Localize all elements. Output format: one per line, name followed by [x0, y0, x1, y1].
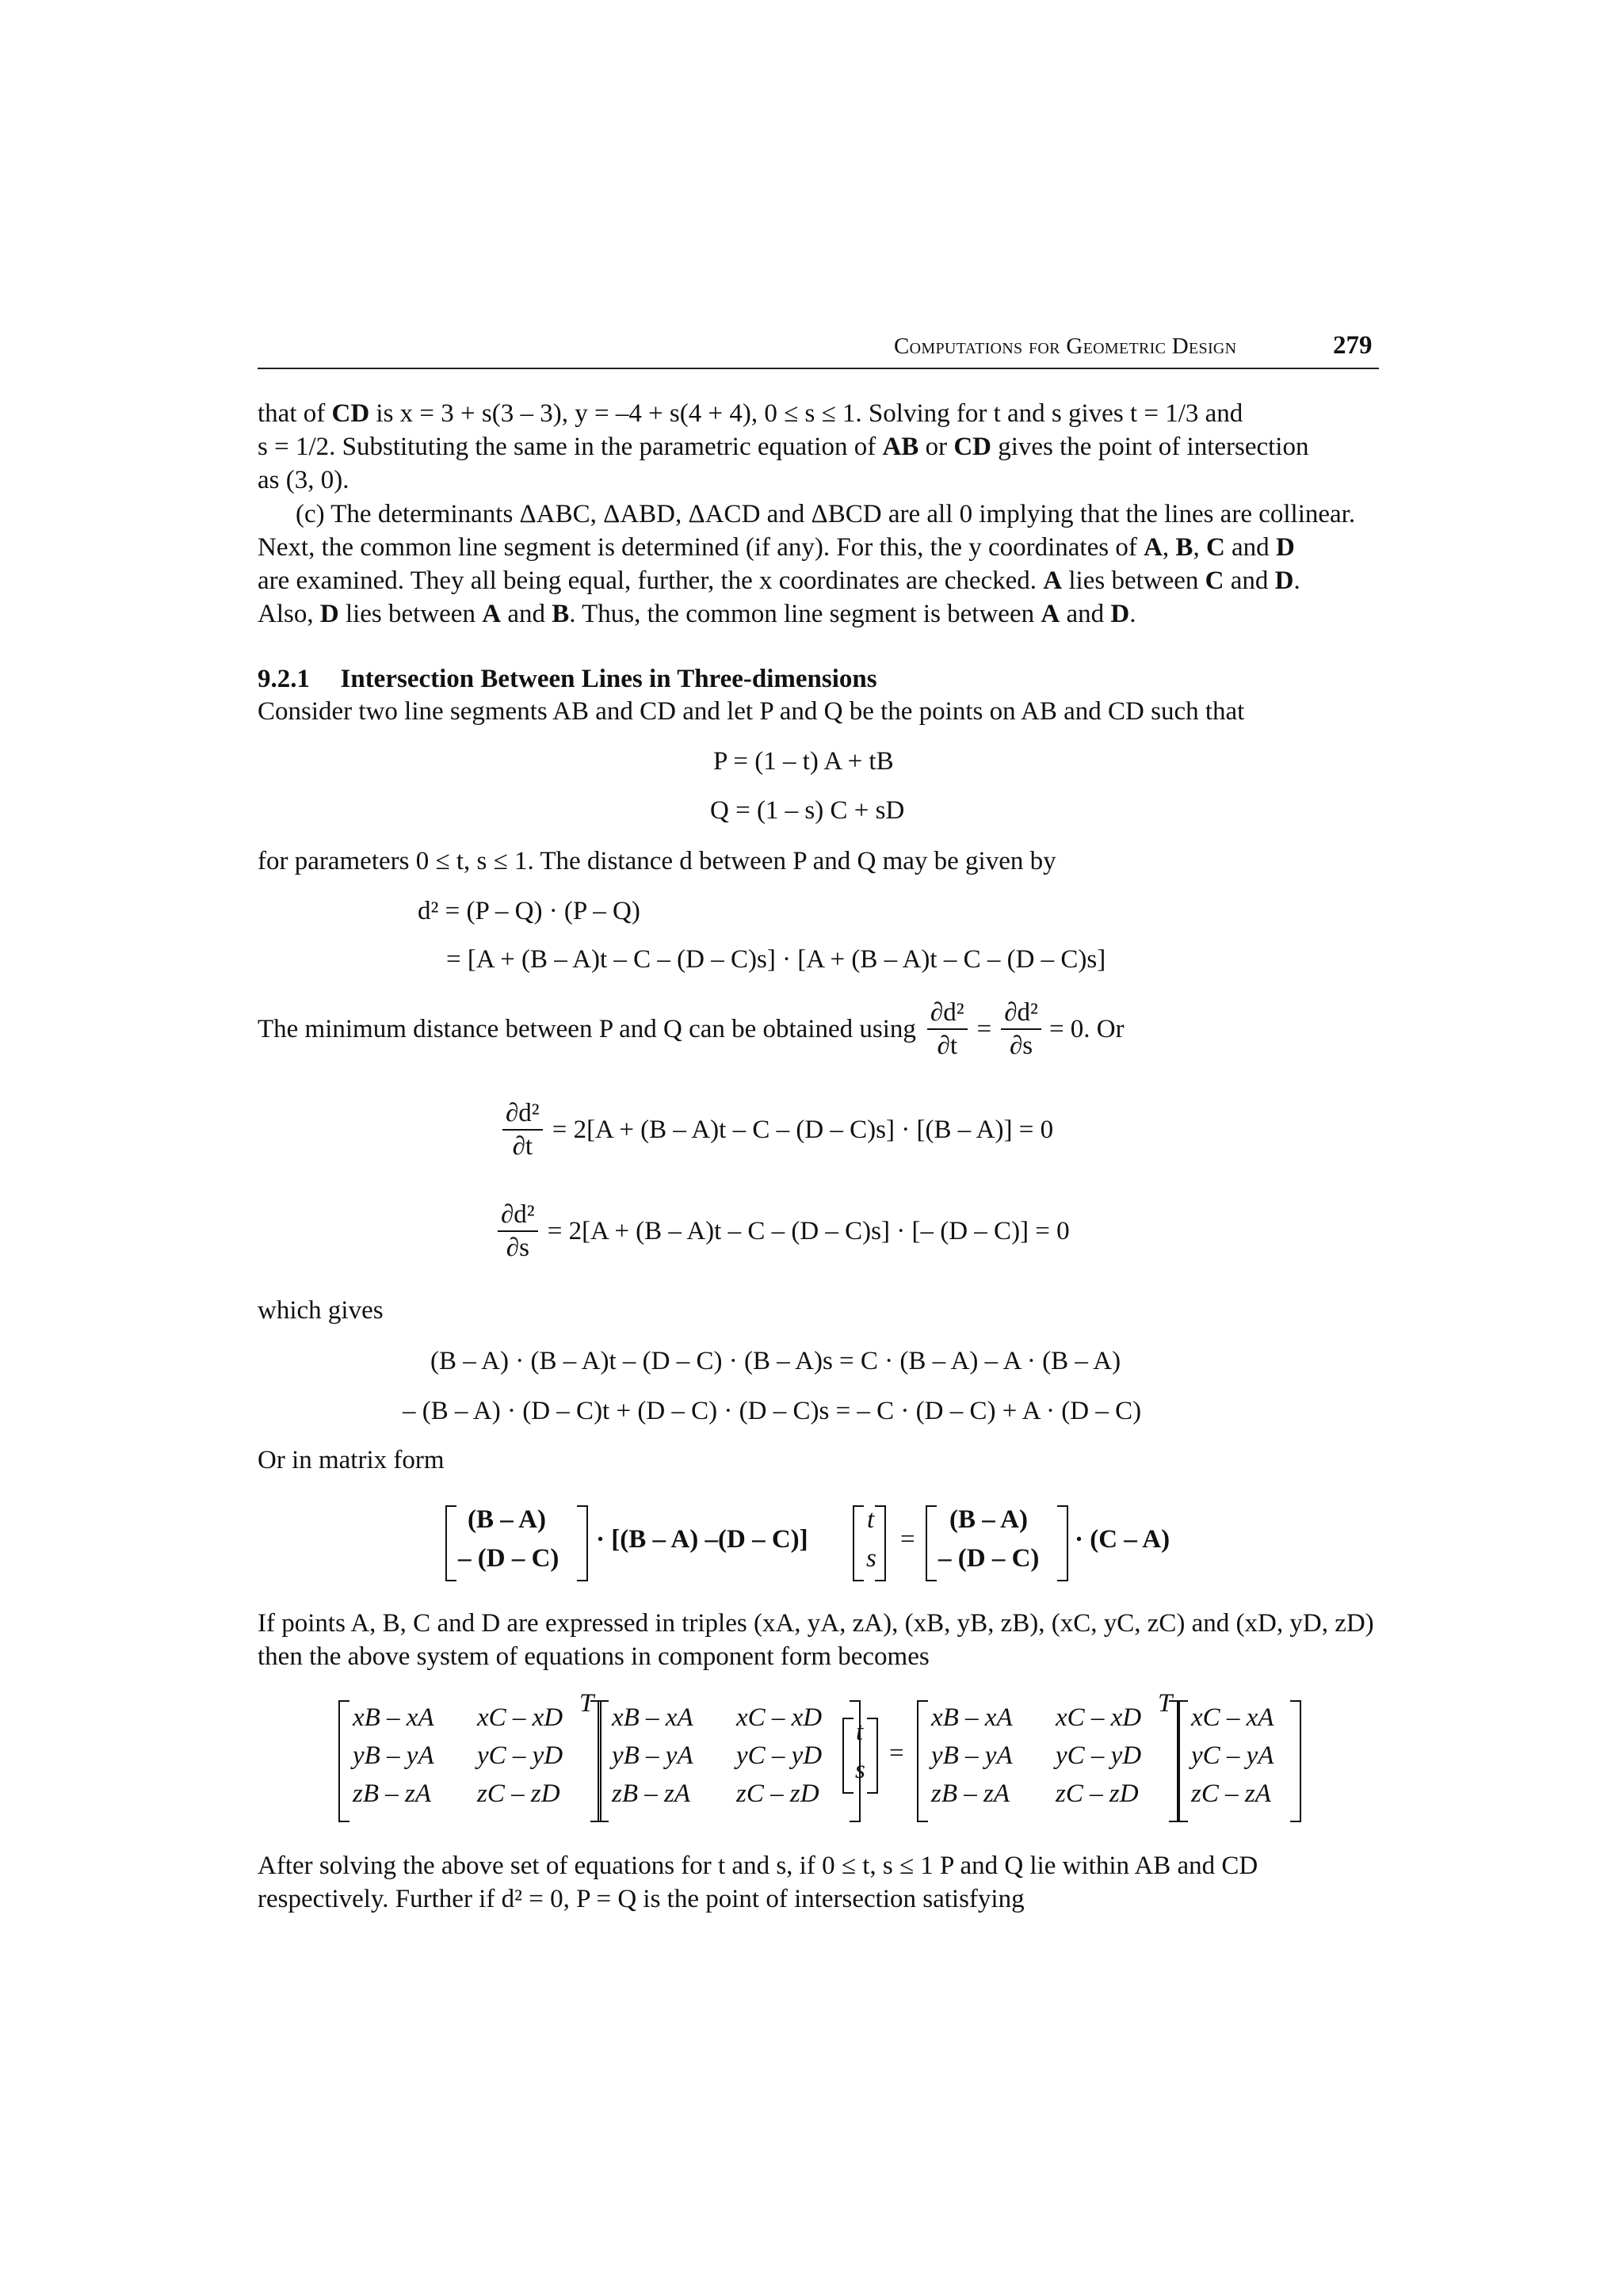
equation-partial-s: $\frac{\text{∂d²}}{\partial s}$ = 2[A + (B – A)t – C – (D – C)s] · [– (D – C)] = 0: [493, 1199, 1070, 1264]
matrix-a-cell: yB – yA: [612, 1741, 693, 1770]
page-number: 279: [1333, 331, 1373, 360]
fraction-dd-dt-2: $\frac{\text{∂d²}}{\partial t}$: [502, 1097, 543, 1162]
rhs-left-bracket: [926, 1505, 937, 1581]
equation-p: P = (1 – t) A + tB: [713, 747, 894, 776]
matrix-left-top: (B – A): [468, 1505, 546, 1534]
matrix-b-transpose-cell: yC – yD: [1056, 1741, 1142, 1770]
equation-system-line1: (B – A) · (B – A)t – (D – C) · (B – A)s = C · (B – A) – A · (B – A): [430, 1347, 1121, 1375]
matrix-a-cell: zB – zA: [612, 1779, 690, 1808]
rhs-vector-cell: yC – yA: [1191, 1741, 1274, 1770]
matrix-b-transpose-cell: xB – xA: [931, 1703, 1013, 1732]
matrix-b-transpose-cell: yB – yA: [931, 1741, 1013, 1770]
equation-partial-t: $\frac{\text{∂d²}}{\partial t}$ = 2[A + (B – A)t – C – (D – C)s] · [(B – A)] = 0: [498, 1097, 1053, 1162]
transpose-mark: T: [579, 1689, 594, 1718]
matrix-right-top: (B – A): [949, 1505, 1028, 1534]
rhs-vector-right-bracket: [1290, 1700, 1301, 1822]
matrix-a-transpose-cell: zB – zA: [353, 1779, 431, 1808]
matrix-a-cell: xB – xA: [612, 1703, 693, 1732]
para2-line3: are examined. They all being equal, further, the x coordinates are checked. A lies between C and D.: [258, 566, 1300, 595]
rhs-vector-cell: zC – zA: [1191, 1779, 1271, 1808]
para6-line1: which gives: [258, 1296, 384, 1325]
matrix-a-transpose-cell: xC – xD: [477, 1703, 563, 1732]
matrix-a-cell: zC – zD: [736, 1779, 819, 1808]
para3-line1: Consider two line segments AB and CD and let P and Q be the points on AB and CD such that: [258, 697, 1245, 726]
equation-system-line2: – (B – A) · (D – C)t + (D – C) · (D – C)s = – C · (D – C) + A · (D – C): [403, 1397, 1142, 1425]
para1-line3: as (3, 0).: [258, 466, 349, 494]
para7-line1: Or in matrix form: [258, 1446, 445, 1474]
para5-line: The minimum distance between P and Q can be obtained using $\frac{\text{∂d²}}{\partial t}$ = $\frac{\text{∂d²}}{\partial s}$ = 0. Or: [258, 998, 1125, 1060]
matrix-b-transpose-left-bracket: [917, 1700, 928, 1822]
para9-line1: After solving the above set of equations for t and s, if 0 ≤ t, s ≤ 1 P and Q lie within AB and CD: [258, 1852, 1258, 1880]
equals-sign: =: [889, 1739, 904, 1768]
running-title: Computations for Geometric Design: [894, 334, 1237, 359]
matrix-a-transpose-cell: yC – yD: [477, 1741, 563, 1770]
vector-s: s: [866, 1544, 876, 1573]
matrix-left-bottom: – (D – C): [458, 1544, 559, 1573]
section-heading: [258, 662, 877, 696]
matrix-b-transpose-cell: xC – xD: [1056, 1703, 1142, 1732]
vector-right-bracket: [875, 1505, 886, 1581]
rhs-vector-cell: xC – xA: [1191, 1703, 1274, 1732]
transpose-mark: T: [1158, 1689, 1173, 1718]
para9-line2: respectively. Further if d² = 0, P = Q is the point of intersection satisfying: [258, 1885, 1025, 1913]
left-bracket: [445, 1505, 456, 1581]
matrix-a-transpose-left-bracket: [338, 1700, 349, 1822]
para1-line1: that of CD is x = 3 + s(3 – 3), y = –4 + s(4 + 4), 0 ≤ s ≤ 1. Solving for t and s gives t = 1/3 and: [258, 399, 1243, 428]
matrix-a-transpose-cell: zC – zD: [477, 1779, 560, 1808]
vector-t: t: [856, 1718, 864, 1746]
matrix-a-transpose-cell: xB – xA: [353, 1703, 434, 1732]
para2-line1: (c) The determinants ΔABC, ΔABD, ΔACD and ΔBCD are all 0 implying that the lines are collinear.: [296, 500, 1356, 528]
vector-left-bracket: [853, 1505, 864, 1581]
matrix-a-left-bracket: [598, 1700, 609, 1822]
para2-line4: Also, D lies between A and B. Thus, the common line segment is between A and D.: [258, 600, 1136, 628]
matrix-middle-row: · [(B – A) –(D – C)]: [596, 1525, 808, 1554]
matrix-right-bottom: – (D – C): [938, 1544, 1040, 1573]
vector-s: s: [855, 1756, 865, 1784]
section-number: 9.2.1: [258, 665, 310, 693]
header-rule: [258, 368, 1379, 369]
equation-q: Q = (1 – s) C + sD: [710, 796, 905, 825]
para8-line1: If points A, B, C and D are expressed in triples (xA, yA, zA), (xB, yB, zB), (xC, yC, zC) and (xD, yD, zD): [258, 1609, 1374, 1638]
fraction-dd-dt: $\frac{\text{∂d²}}{\partial t}$: [927, 997, 968, 1062]
vector-t: t: [867, 1505, 875, 1534]
equation-d2-line1: d² = (P – Q) · (P – Q): [418, 897, 640, 925]
ts-left-bracket: [842, 1718, 854, 1794]
para4-line1: for parameters 0 ≤ t, s ≤ 1. The distance d between P and Q may be given by: [258, 847, 1056, 875]
section-title: Intersection Between Lines in Three-dimensions: [340, 665, 877, 693]
rhs-right-bracket: [1057, 1505, 1068, 1581]
matrix-equals: =: [900, 1525, 915, 1554]
equation-d2-line2: = [A + (B – A)t – C – (D – C)s] · [A + (B – A)t – C – (D – C)s]: [446, 945, 1106, 974]
para1-line2: s = 1/2. Substituting the same in the parametric equation of AB or CD gives the point of intersection: [258, 433, 1309, 461]
rhs-vector-left-bracket: [1177, 1700, 1188, 1822]
matrix-b-transpose-cell: zC – zD: [1056, 1779, 1139, 1808]
fraction-dd-ds: $\frac{\text{∂d²}}{\partial s}$: [1001, 997, 1041, 1062]
matrix-b-transpose-cell: zB – zA: [931, 1779, 1010, 1808]
matrix-a-transpose-cell: yB – yA: [353, 1741, 434, 1770]
matrix-tail: · (C – A): [1075, 1525, 1170, 1554]
para2-line2: Next, the common line segment is determined (if any). For this, the y coordinates of A, B, C and D: [258, 533, 1295, 562]
right-bracket: [577, 1505, 588, 1581]
matrix-a-cell: xC – xD: [736, 1703, 823, 1732]
matrix-a-cell: yC – yD: [736, 1741, 823, 1770]
fraction-dd-ds-2: $\frac{\text{∂d²}}{\partial s}$: [498, 1199, 538, 1264]
para8-line2: then the above system of equations in component form becomes: [258, 1642, 930, 1671]
ts-right-bracket: [867, 1718, 878, 1794]
